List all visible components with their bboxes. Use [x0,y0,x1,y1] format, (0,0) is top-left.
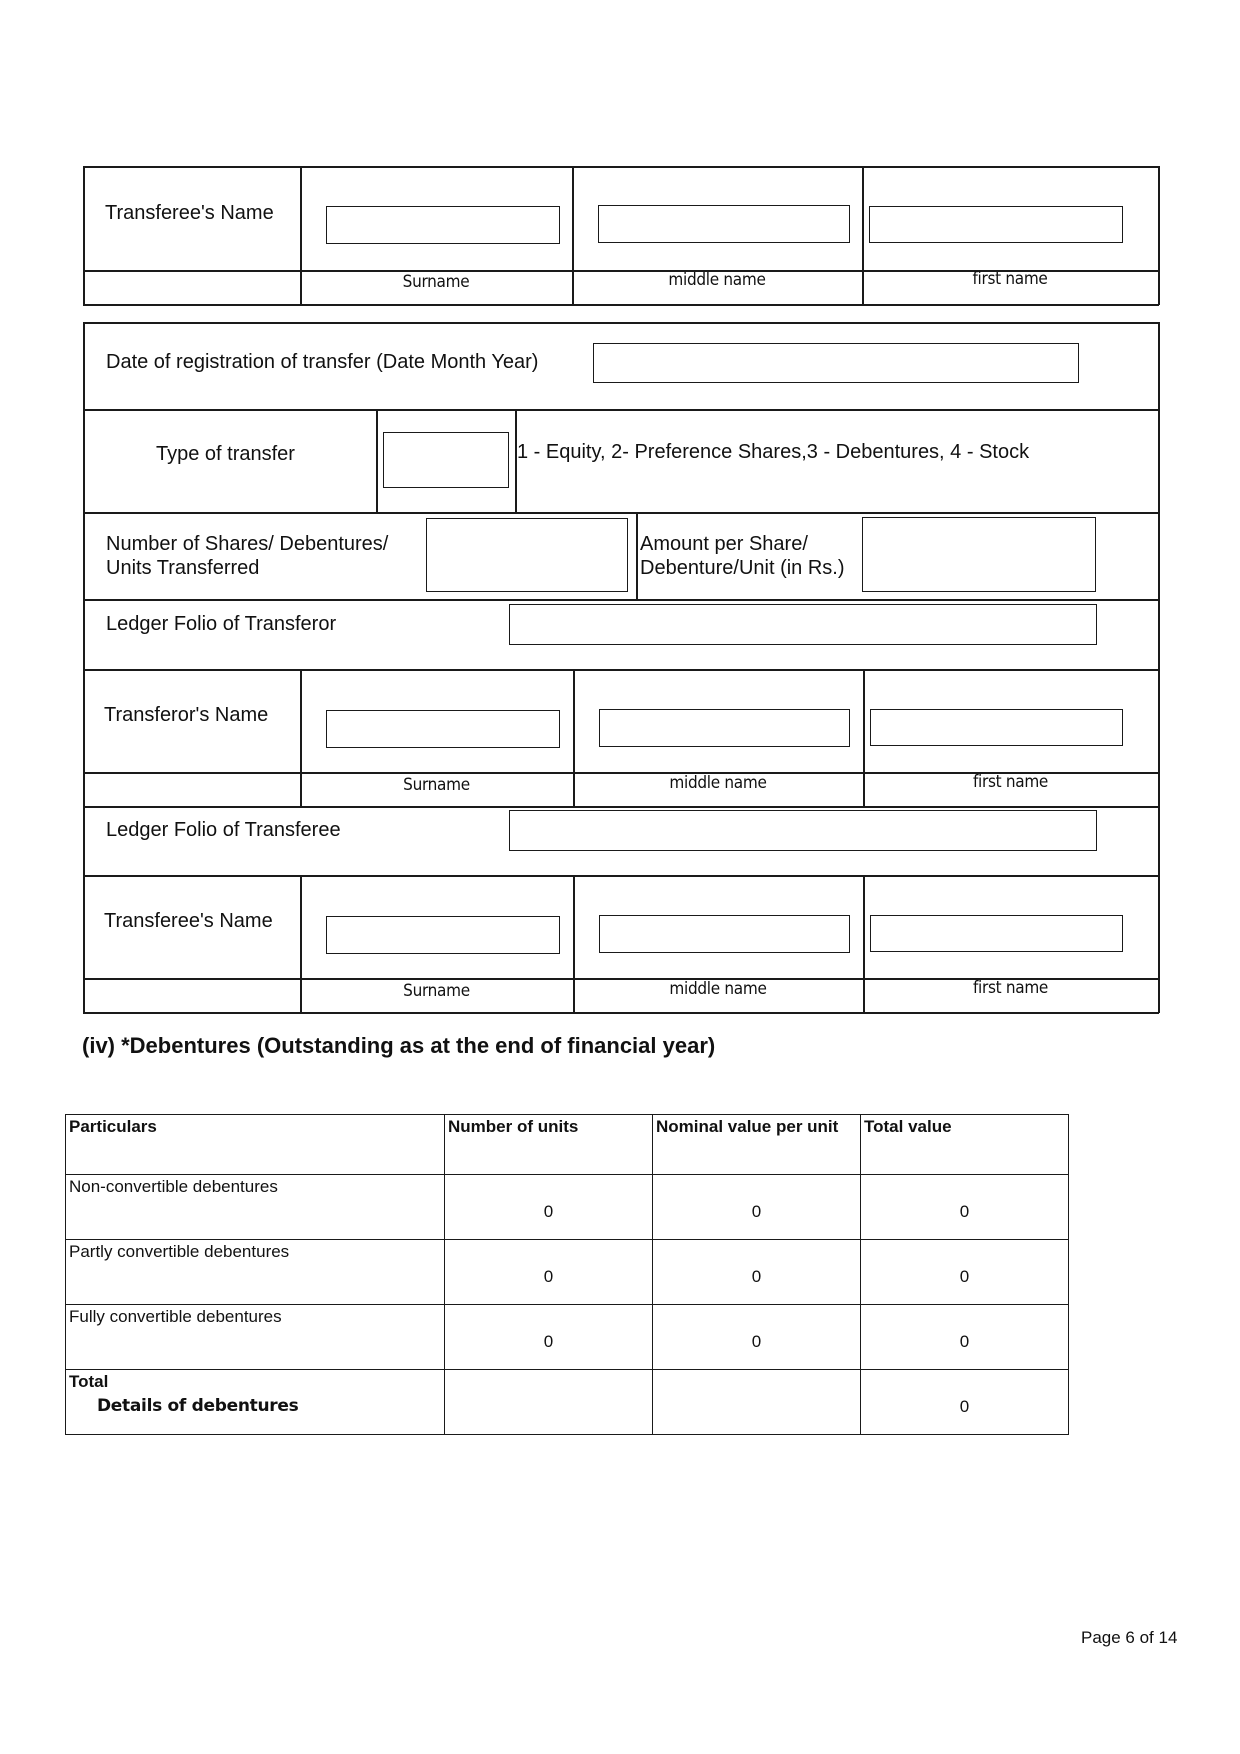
surname-caption: Surname [402,272,470,292]
units-cell: 0 [445,1240,653,1305]
surname-caption: Surname [403,775,470,795]
transferee-middle-name-input[interactable] [599,915,850,953]
ledger-folio-transferor-input[interactable] [509,604,1097,645]
nominal-cell [653,1370,861,1435]
amount-per-share-label: Amount per Share/ Debenture/Unit (in Rs.) [640,533,845,579]
date-of-registration-label: Date of registration of transfer (Date Month Year) [106,351,539,373]
transferee-first-name-input[interactable] [870,915,1123,952]
transferor-middle-name-input[interactable] [599,709,850,747]
number-of-shares-label: Number of Shares/ Debentures/ Units Transferred [106,533,389,579]
transferee-middle-name-input[interactable] [598,205,850,243]
transferor-surname-input[interactable] [326,710,560,748]
particular-cell: Total [66,1370,445,1435]
amount-per-share-input[interactable] [862,517,1096,592]
units-cell: 0 [445,1305,653,1370]
particular-cell: Non-convertible debentures [66,1175,445,1240]
total-cell: 0 [861,1370,1069,1435]
debentures-section-title: (iv) *Debentures (Outstanding as at the end of financial year) [82,1033,716,1058]
nominal-cell: 0 [653,1305,861,1370]
total-cell: 0 [861,1305,1069,1370]
header-number-of-units: Number of units [445,1115,653,1175]
transferee-name-label: Transferee's Name [104,910,273,932]
middle-name-caption: middle name [669,773,767,793]
debentures-caption: Details of debentures [97,1396,299,1416]
nominal-cell: 0 [653,1175,861,1240]
ledger-folio-transferee-input[interactable] [509,810,1097,851]
page-number: Page 6 of 14 [1081,1628,1178,1647]
units-cell: 0 [445,1175,653,1240]
date-of-registration-input[interactable] [593,343,1079,383]
middle-name-caption: middle name [669,979,767,999]
nominal-cell: 0 [653,1240,861,1305]
table-row [66,1305,1069,1370]
header-total-value: Total value [861,1115,1069,1175]
transferor-name-label: Transferor's Name [104,704,269,726]
total-cell: 0 [861,1175,1069,1240]
type-of-transfer-input[interactable] [383,432,509,488]
units-cell [445,1370,653,1435]
number-of-shares-input[interactable] [426,518,628,592]
first-name-caption: first name [972,269,1048,289]
table-row [66,1240,1069,1305]
type-of-transfer-label: Type of transfer [156,443,295,465]
debentures-table [65,1114,1069,1435]
transferee-first-name-input[interactable] [869,206,1123,243]
particular-cell: Fully convertible debentures [66,1305,445,1370]
total-cell: 0 [861,1240,1069,1305]
middle-name-caption: middle name [668,270,766,290]
surname-caption: Surname [403,981,470,1001]
table-row [66,1175,1069,1240]
transferee-surname-input[interactable] [326,206,560,244]
ledger-folio-transferor-label: Ledger Folio of Transferor [106,613,337,635]
ledger-folio-transferee-label: Ledger Folio of Transferee [106,819,341,841]
transferor-first-name-input[interactable] [870,709,1123,746]
header-particulars: Particulars [66,1115,445,1175]
particular-cell: Partly convertible debentures [66,1240,445,1305]
header-nominal-value: Nominal value per unit [653,1115,861,1175]
type-of-transfer-options: 1 - Equity, 2- Preference Shares,3 - Debentures, 4 - Stock [517,441,1030,463]
transferee-name-label: Transferee's Name [105,202,274,224]
table-header-row [66,1115,1069,1175]
transferee-surname-input[interactable] [326,916,560,954]
first-name-caption: first name [972,978,1049,998]
first-name-caption: first name [972,772,1049,792]
